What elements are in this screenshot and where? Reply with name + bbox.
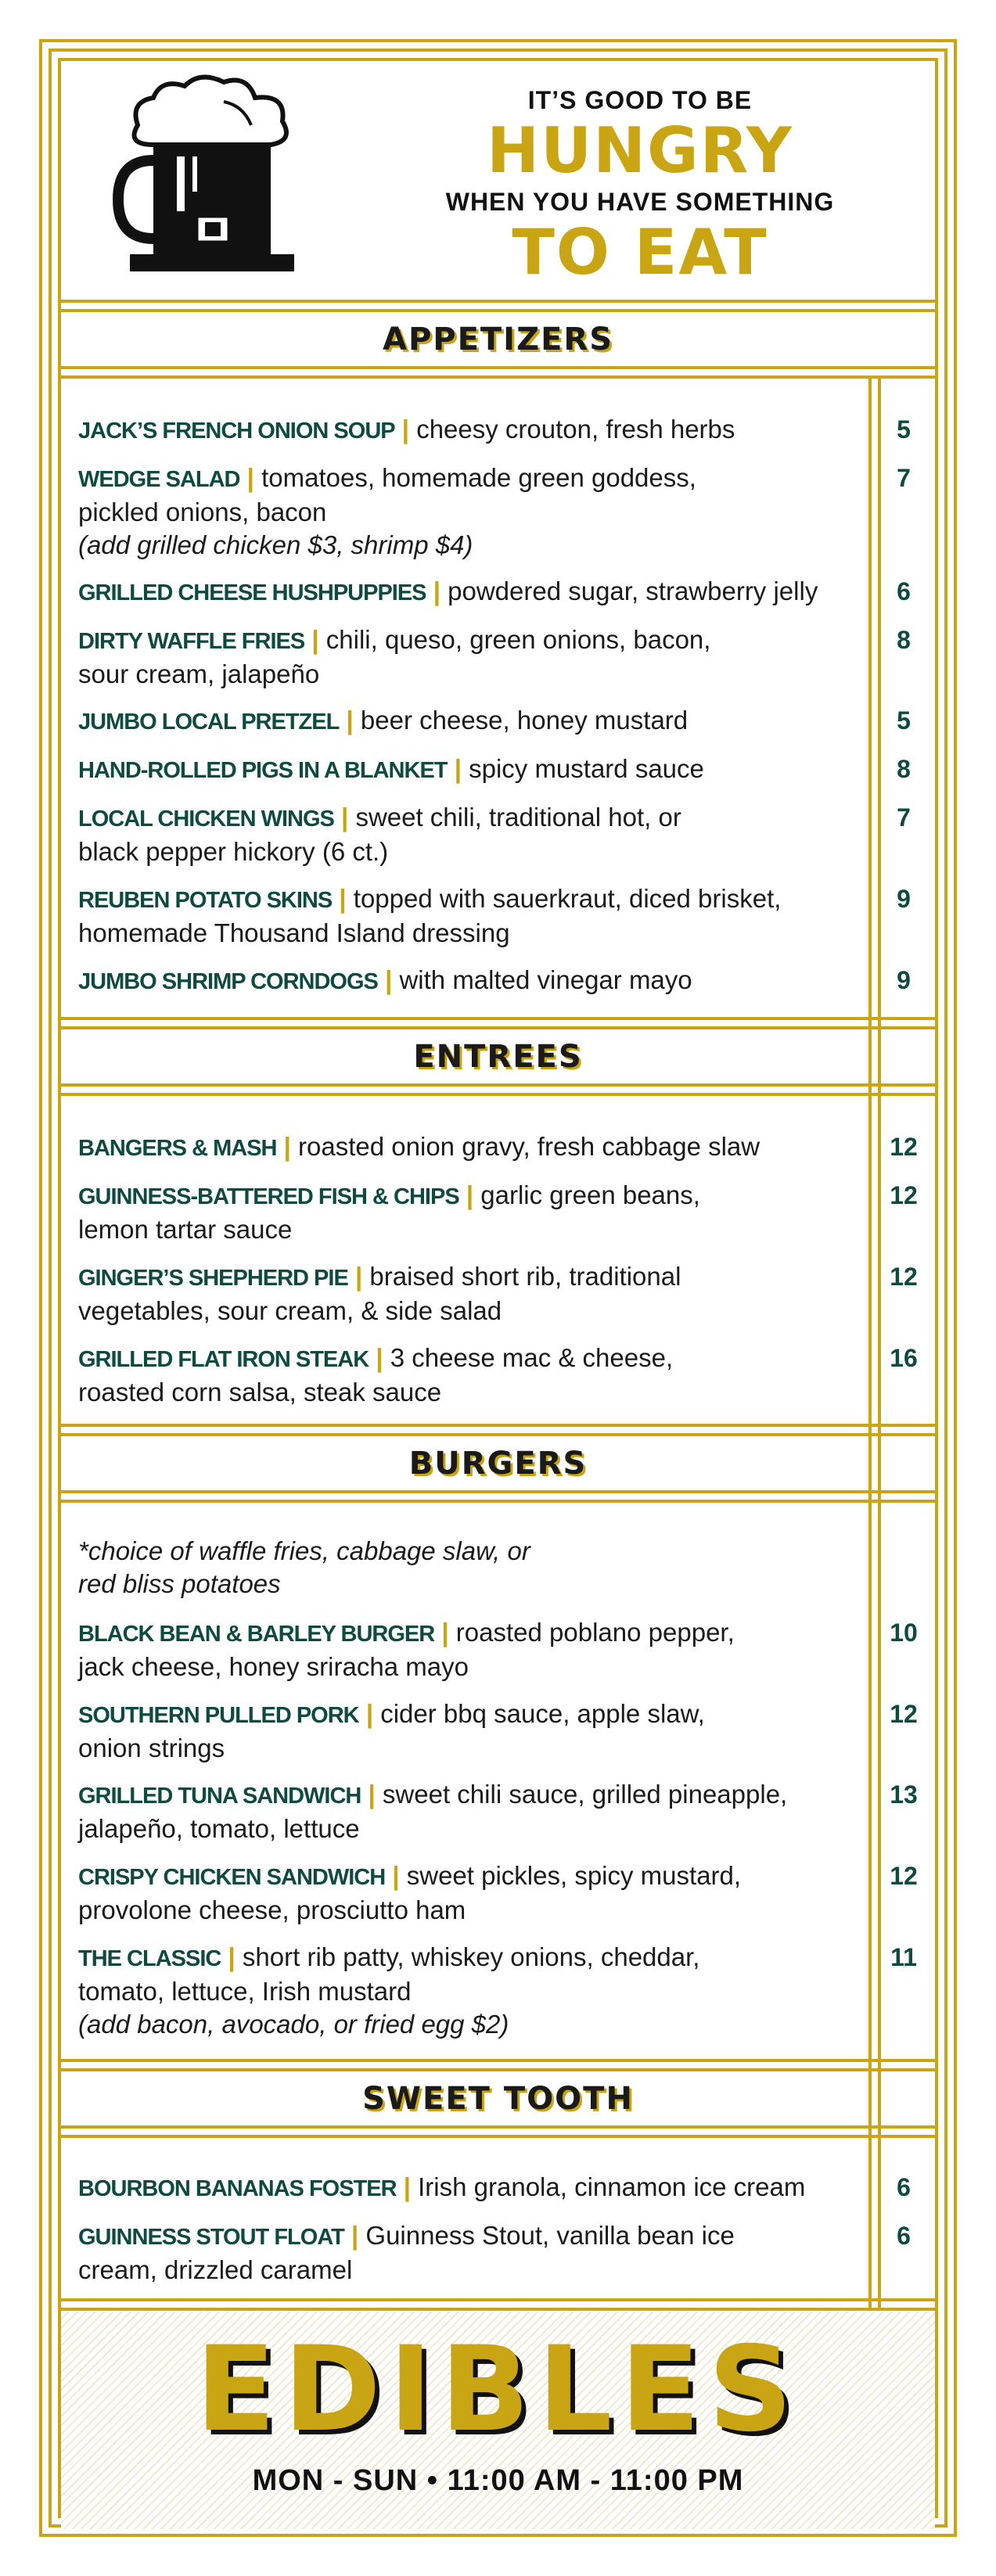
item-price: 9 bbox=[897, 885, 911, 913]
separator: | bbox=[311, 625, 319, 654]
item-name: THE CLASSIC bbox=[78, 1946, 221, 1971]
item-name: LOCAL CHICKEN WINGS bbox=[78, 807, 334, 832]
menu-item bbox=[78, 623, 853, 691]
item-name: GRILLED FLAT IRON STEAK bbox=[78, 1347, 369, 1372]
separator: | bbox=[392, 1861, 400, 1890]
menu-item bbox=[78, 1130, 853, 1165]
item-description: garlic green beans, bbox=[480, 1180, 700, 1209]
item-name: GRILLED CHEESE HUSHPUPPIES bbox=[78, 580, 426, 605]
item-description: tomatoes, homemade green goddess, bbox=[261, 463, 696, 492]
item-name: HAND-ROLLED PIGS IN A BLANKET bbox=[78, 758, 448, 783]
menu-item bbox=[78, 575, 853, 609]
item-price: 12 bbox=[890, 1263, 918, 1291]
item-description: chili, queso, green onions, bacon, bbox=[325, 625, 711, 654]
item-price: 5 bbox=[897, 415, 911, 444]
item-price: 8 bbox=[897, 755, 911, 783]
item-description: homemade Thousand Island dressing bbox=[78, 918, 510, 947]
separator: | bbox=[403, 2172, 411, 2201]
item-price: 12 bbox=[890, 1862, 918, 1890]
separator: | bbox=[466, 1180, 474, 1209]
separator: | bbox=[351, 2221, 359, 2250]
divider bbox=[58, 2135, 938, 2138]
item-price: 6 bbox=[897, 2222, 911, 2250]
separator: | bbox=[454, 754, 462, 783]
item-name: JACK’S FRENCH ONION SOUP bbox=[78, 419, 395, 444]
item-name: CRISPY CHICKEN SANDWICH bbox=[78, 1865, 386, 1890]
item-description: vegetables, sour cream, & side salad bbox=[78, 1296, 502, 1325]
menu-header bbox=[61, 61, 935, 300]
item-name: GUINNESS STOUT FLOAT bbox=[78, 2225, 344, 2250]
menu-item bbox=[78, 704, 853, 738]
divider bbox=[58, 1093, 938, 1096]
separator: | bbox=[368, 1780, 376, 1809]
menu-footer bbox=[61, 2312, 935, 2529]
item-price: 5 bbox=[897, 706, 911, 735]
separator: | bbox=[433, 577, 440, 605]
item-description: Irish granola, cinnamon ice cream bbox=[418, 2172, 806, 2201]
item-price: 12 bbox=[890, 1133, 918, 1161]
item-name: JUMBO LOCAL PRETZEL bbox=[78, 710, 340, 735]
separator: | bbox=[228, 1942, 236, 1971]
edibles-title: EDIBLES bbox=[195, 2322, 801, 2458]
slogan bbox=[390, 84, 890, 288]
item-description: roasted corn salsa, steak sauce bbox=[78, 1378, 442, 1407]
item-description: sweet pickles, spicy mustard, bbox=[406, 1861, 742, 1890]
separator: | bbox=[441, 1618, 449, 1647]
section-title-entrees: ENTREES bbox=[413, 1039, 583, 1075]
item-description: onion strings bbox=[78, 1734, 225, 1762]
separator: | bbox=[401, 415, 410, 444]
divider bbox=[58, 1490, 938, 1493]
item-description: spicy mustard sauce bbox=[469, 754, 704, 783]
item-price: 7 bbox=[897, 464, 911, 492]
item-description: jack cheese, honey sriracha mayo bbox=[78, 1652, 469, 1681]
item-description: tomato, lettuce, Irish mustard bbox=[78, 1977, 412, 2006]
menu-item bbox=[78, 2171, 853, 2205]
divider bbox=[58, 2068, 938, 2071]
beer-mug-hat-icon bbox=[106, 70, 318, 289]
item-description: roasted onion gravy, fresh cabbage slaw bbox=[298, 1132, 760, 1161]
item-price: 7 bbox=[897, 803, 911, 832]
separator: | bbox=[339, 884, 347, 913]
item-description: beer cheese, honey mustard bbox=[360, 706, 689, 735]
menu-item bbox=[78, 1260, 853, 1328]
item-price: 10 bbox=[890, 1619, 918, 1647]
menu-item bbox=[78, 413, 853, 447]
menu-item bbox=[78, 1859, 853, 1927]
divider bbox=[58, 2308, 938, 2311]
item-description: powdered sugar, strawberry jelly bbox=[448, 577, 818, 605]
slogan-line-3: WHEN YOU HAVE SOMETHING bbox=[445, 188, 835, 216]
item-name: WEDGE SALAD bbox=[78, 467, 240, 492]
burger-note-line: *choice of waffle fries, cabbage slaw, or bbox=[78, 1536, 530, 1565]
item-description: Guinness Stout, vanilla bean ice bbox=[365, 2221, 735, 2250]
item-description: topped with sauerkraut, diced brisket, bbox=[353, 884, 782, 913]
slogan-line-2: HUNGRY bbox=[487, 114, 793, 187]
item-description: with malted vinegar mayo bbox=[399, 965, 692, 994]
menu-item bbox=[78, 1778, 853, 1845]
item-name: DIRTY WAFFLE FRIES bbox=[78, 629, 305, 654]
item-description: pickled onions, bacon bbox=[78, 498, 327, 526]
divider bbox=[58, 1026, 938, 1029]
menu-item bbox=[78, 882, 853, 950]
item-name: BLACK BEAN & BARLEY BURGER bbox=[78, 1622, 435, 1647]
item-description: black pepper hickory (6 ct.) bbox=[78, 837, 389, 866]
item-name: GRILLED TUNA SANDWICH bbox=[78, 1784, 361, 1809]
item-name: BOURBON BANANAS FOSTER bbox=[78, 2176, 397, 2201]
item-description: sour cream, jalapeño bbox=[78, 659, 320, 688]
item-name: GUINNESS-BATTERED FISH & CHIPS bbox=[78, 1184, 459, 1209]
item-price: 13 bbox=[890, 1780, 918, 1809]
item-description: jalapeño, tomato, lettuce bbox=[78, 1814, 360, 1843]
item-note: (add bacon, avocado, or fried egg $2) bbox=[78, 2010, 509, 2039]
item-description: cider bbq sauce, apple slaw, bbox=[380, 1699, 705, 1728]
section-title-burgers: BURGERS bbox=[408, 1446, 588, 1482]
slogan-line-1: IT’S GOOD TO BE bbox=[527, 86, 753, 114]
separator: | bbox=[354, 1262, 363, 1291]
item-description: short rib patty, whiskey onions, cheddar, bbox=[242, 1942, 700, 1971]
item-description: cream, drizzled caramel bbox=[78, 2255, 353, 2284]
item-description: sweet chili, traditional hot, or bbox=[355, 803, 681, 832]
divider bbox=[58, 2059, 938, 2062]
section-title-sweet-tooth: SWEET TOOTH bbox=[362, 2081, 634, 2117]
divider bbox=[58, 1500, 938, 1503]
divider bbox=[58, 375, 938, 379]
divider bbox=[58, 309, 938, 312]
divider bbox=[58, 1433, 938, 1436]
item-price: 6 bbox=[897, 577, 911, 605]
opening-hours: MON - SUN • 11:00 AM - 11:00 PM bbox=[252, 2464, 744, 2497]
item-description: cheesy crouton, fresh herbs bbox=[416, 415, 735, 444]
divider bbox=[58, 1083, 938, 1087]
separator: | bbox=[385, 965, 393, 994]
separator: | bbox=[283, 1132, 291, 1161]
item-description: sweet chili sauce, grilled pineapple, bbox=[382, 1780, 788, 1809]
menu-item bbox=[78, 1179, 853, 1246]
separator: | bbox=[376, 1343, 383, 1372]
section-title-appetizers: APPETIZERS bbox=[382, 322, 614, 357]
item-description: lemon tartar sauce bbox=[78, 1215, 293, 1244]
burger-note-line: red bliss potatoes bbox=[78, 1569, 281, 1598]
item-note: (add grilled chicken $3, shrimp $4) bbox=[78, 530, 473, 559]
item-price: 8 bbox=[897, 626, 911, 654]
burger-side-note bbox=[78, 1535, 782, 1601]
item-price: 9 bbox=[897, 966, 911, 994]
divider bbox=[58, 366, 938, 369]
separator: | bbox=[346, 706, 354, 735]
menu-item bbox=[78, 1616, 853, 1683]
slogan-line-4: TO EAT bbox=[512, 216, 768, 289]
divider bbox=[58, 1424, 938, 1427]
menu-item bbox=[78, 1941, 853, 2041]
item-name: GINGER’S SHEPHERD PIE bbox=[78, 1266, 348, 1291]
item-price: 12 bbox=[890, 1700, 918, 1728]
divider bbox=[58, 2298, 938, 2301]
separator: | bbox=[341, 803, 349, 832]
item-name: BANGERS & MASH bbox=[78, 1136, 277, 1161]
item-price: 11 bbox=[890, 1943, 917, 1971]
menu-item bbox=[78, 1698, 853, 1765]
menu-item bbox=[78, 753, 853, 787]
item-description: braised short rib, traditional bbox=[369, 1262, 681, 1291]
item-price: 6 bbox=[897, 2173, 911, 2201]
item-name: REUBEN POTATO SKINS bbox=[78, 888, 333, 913]
item-description: roasted poblano pepper, bbox=[455, 1618, 735, 1647]
divider bbox=[58, 300, 938, 303]
item-name: JUMBO SHRIMP CORNDOGS bbox=[78, 969, 378, 994]
item-description: provolone cheese, prosciutto ham bbox=[78, 1895, 466, 1924]
menu-item bbox=[78, 1342, 853, 1409]
item-description: 3 cheese mac & cheese, bbox=[390, 1343, 674, 1372]
separator: | bbox=[246, 463, 254, 492]
menu-item bbox=[78, 462, 853, 562]
item-price: 12 bbox=[890, 1181, 918, 1209]
item-price: 16 bbox=[890, 1344, 918, 1372]
item-name: SOUTHERN PULLED PORK bbox=[78, 1703, 359, 1728]
menu-item bbox=[78, 801, 853, 868]
divider bbox=[58, 2125, 938, 2129]
menu-item bbox=[78, 964, 853, 998]
divider bbox=[58, 1017, 938, 1020]
menu-item bbox=[78, 2219, 853, 2287]
separator: | bbox=[365, 1699, 374, 1728]
